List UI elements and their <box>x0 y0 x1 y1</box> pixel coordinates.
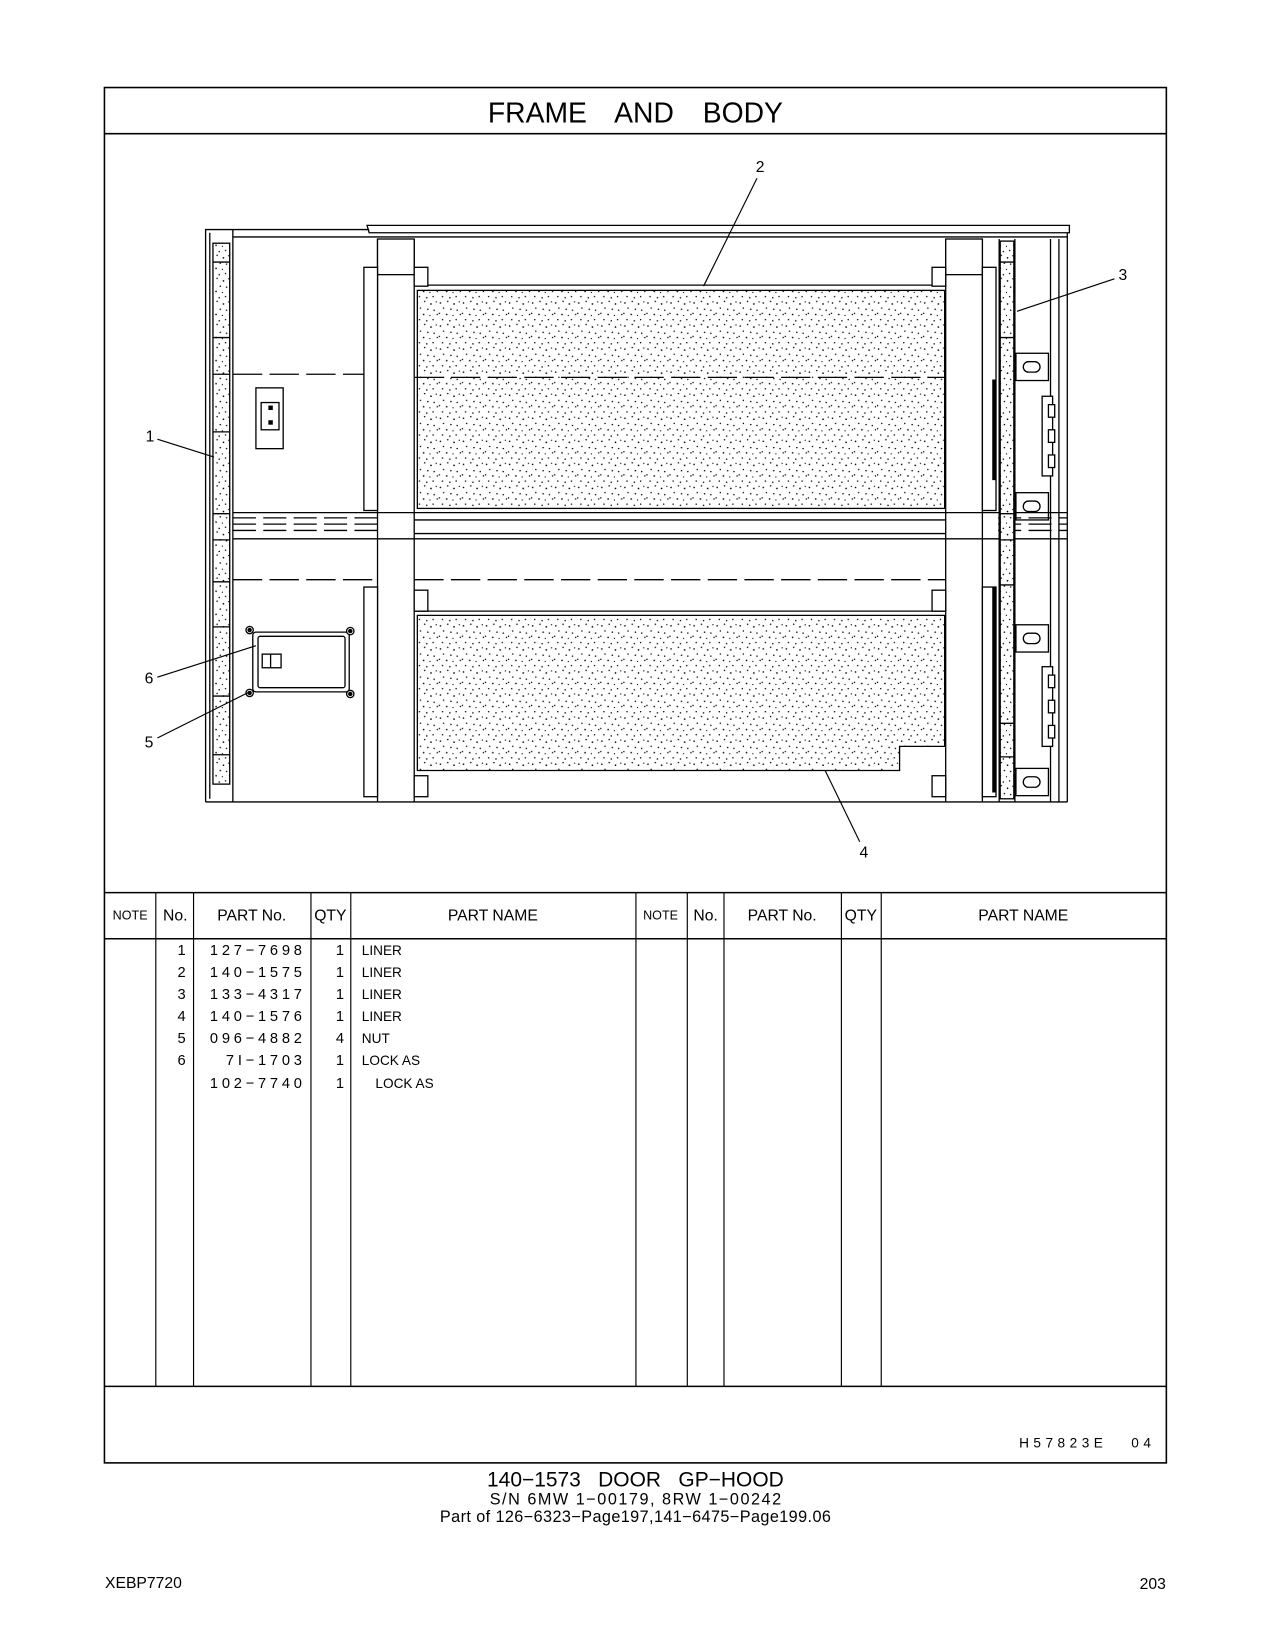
liner-3-right-strip <box>1000 241 1014 799</box>
row-index: 2 <box>177 965 186 982</box>
row-part-number: 140−1575 <box>209 965 306 982</box>
header-part-no: PART No. <box>217 907 287 925</box>
liner-2-upper <box>414 285 945 508</box>
row-part-number: 133−4317 <box>209 987 306 1004</box>
row-index: 4 <box>177 1009 186 1026</box>
row-part-number: 140−1576 <box>209 1009 306 1026</box>
row-part-name: LOCK AS <box>361 1053 421 1069</box>
illustration-code: H57823E <box>1019 1435 1108 1451</box>
header-note: NOTE <box>112 908 148 923</box>
header-no: No. <box>162 907 188 925</box>
row-part-number: 7I−1703 <box>225 1053 306 1070</box>
table-row <box>178 965 403 981</box>
row-part-name: LINER <box>361 1009 402 1025</box>
part-of-reference: Part of 126−6323−Page197,141−6475−Page199.06 <box>439 1508 831 1527</box>
row-part-name: NUT <box>361 1031 390 1047</box>
table-row <box>178 943 403 959</box>
header-part-no: PART No. <box>747 907 817 925</box>
section-title: FRAME AND BODY <box>487 96 783 129</box>
header-no: No. <box>693 907 718 925</box>
table-row <box>178 1009 403 1025</box>
row-part-number: 102−7740 <box>209 1076 306 1093</box>
page-number: 203 <box>1139 1576 1166 1594</box>
row-index: 5 <box>177 1031 186 1048</box>
header-part-name: PART NAME <box>447 907 538 925</box>
row-index: 6 <box>177 1053 186 1070</box>
row-quantity: 1 <box>335 1009 344 1026</box>
row-quantity: 1 <box>335 1076 344 1093</box>
row-part-name-indented: LOCK AS <box>375 1076 434 1092</box>
row-part-name: LINER <box>361 965 402 981</box>
document-code: XEBP7720 <box>104 1575 182 1593</box>
header-part-name: PART NAME <box>978 907 1069 925</box>
callout-2: 2 <box>755 158 765 176</box>
row-part-number: 096−4882 <box>209 1031 306 1048</box>
illustration-revision: 04 <box>1131 1435 1156 1451</box>
row-index: 3 <box>177 987 186 1004</box>
row-index: 1 <box>177 942 186 959</box>
row-part-name: LINER <box>361 942 402 958</box>
row-part-number: 127−7698 <box>209 942 306 959</box>
row-quantity: 1 <box>335 942 344 959</box>
row-part-name: LINER <box>361 987 402 1003</box>
row-quantity: 1 <box>335 965 344 982</box>
row-quantity: 1 <box>335 987 344 1004</box>
header-note: NOTE <box>643 908 679 923</box>
callout-4: 4 <box>859 844 869 862</box>
serial-numbers: S/N 6MW 1−00179, 8RW 1−00242 <box>489 1490 782 1509</box>
callout-1: 1 <box>145 428 155 446</box>
row-quantity: 1 <box>335 1053 344 1070</box>
group-title: 140−1573 DOOR GP−HOOD <box>487 1468 784 1492</box>
header-qty: QTY <box>314 907 347 925</box>
callout-3: 3 <box>1118 266 1128 284</box>
header-qty: QTY <box>844 907 877 925</box>
liner-4-lower <box>414 611 945 770</box>
table-row <box>178 987 403 1003</box>
callout-6: 6 <box>144 670 154 688</box>
row-quantity: 4 <box>335 1031 344 1048</box>
callout-5: 5 <box>144 734 154 752</box>
